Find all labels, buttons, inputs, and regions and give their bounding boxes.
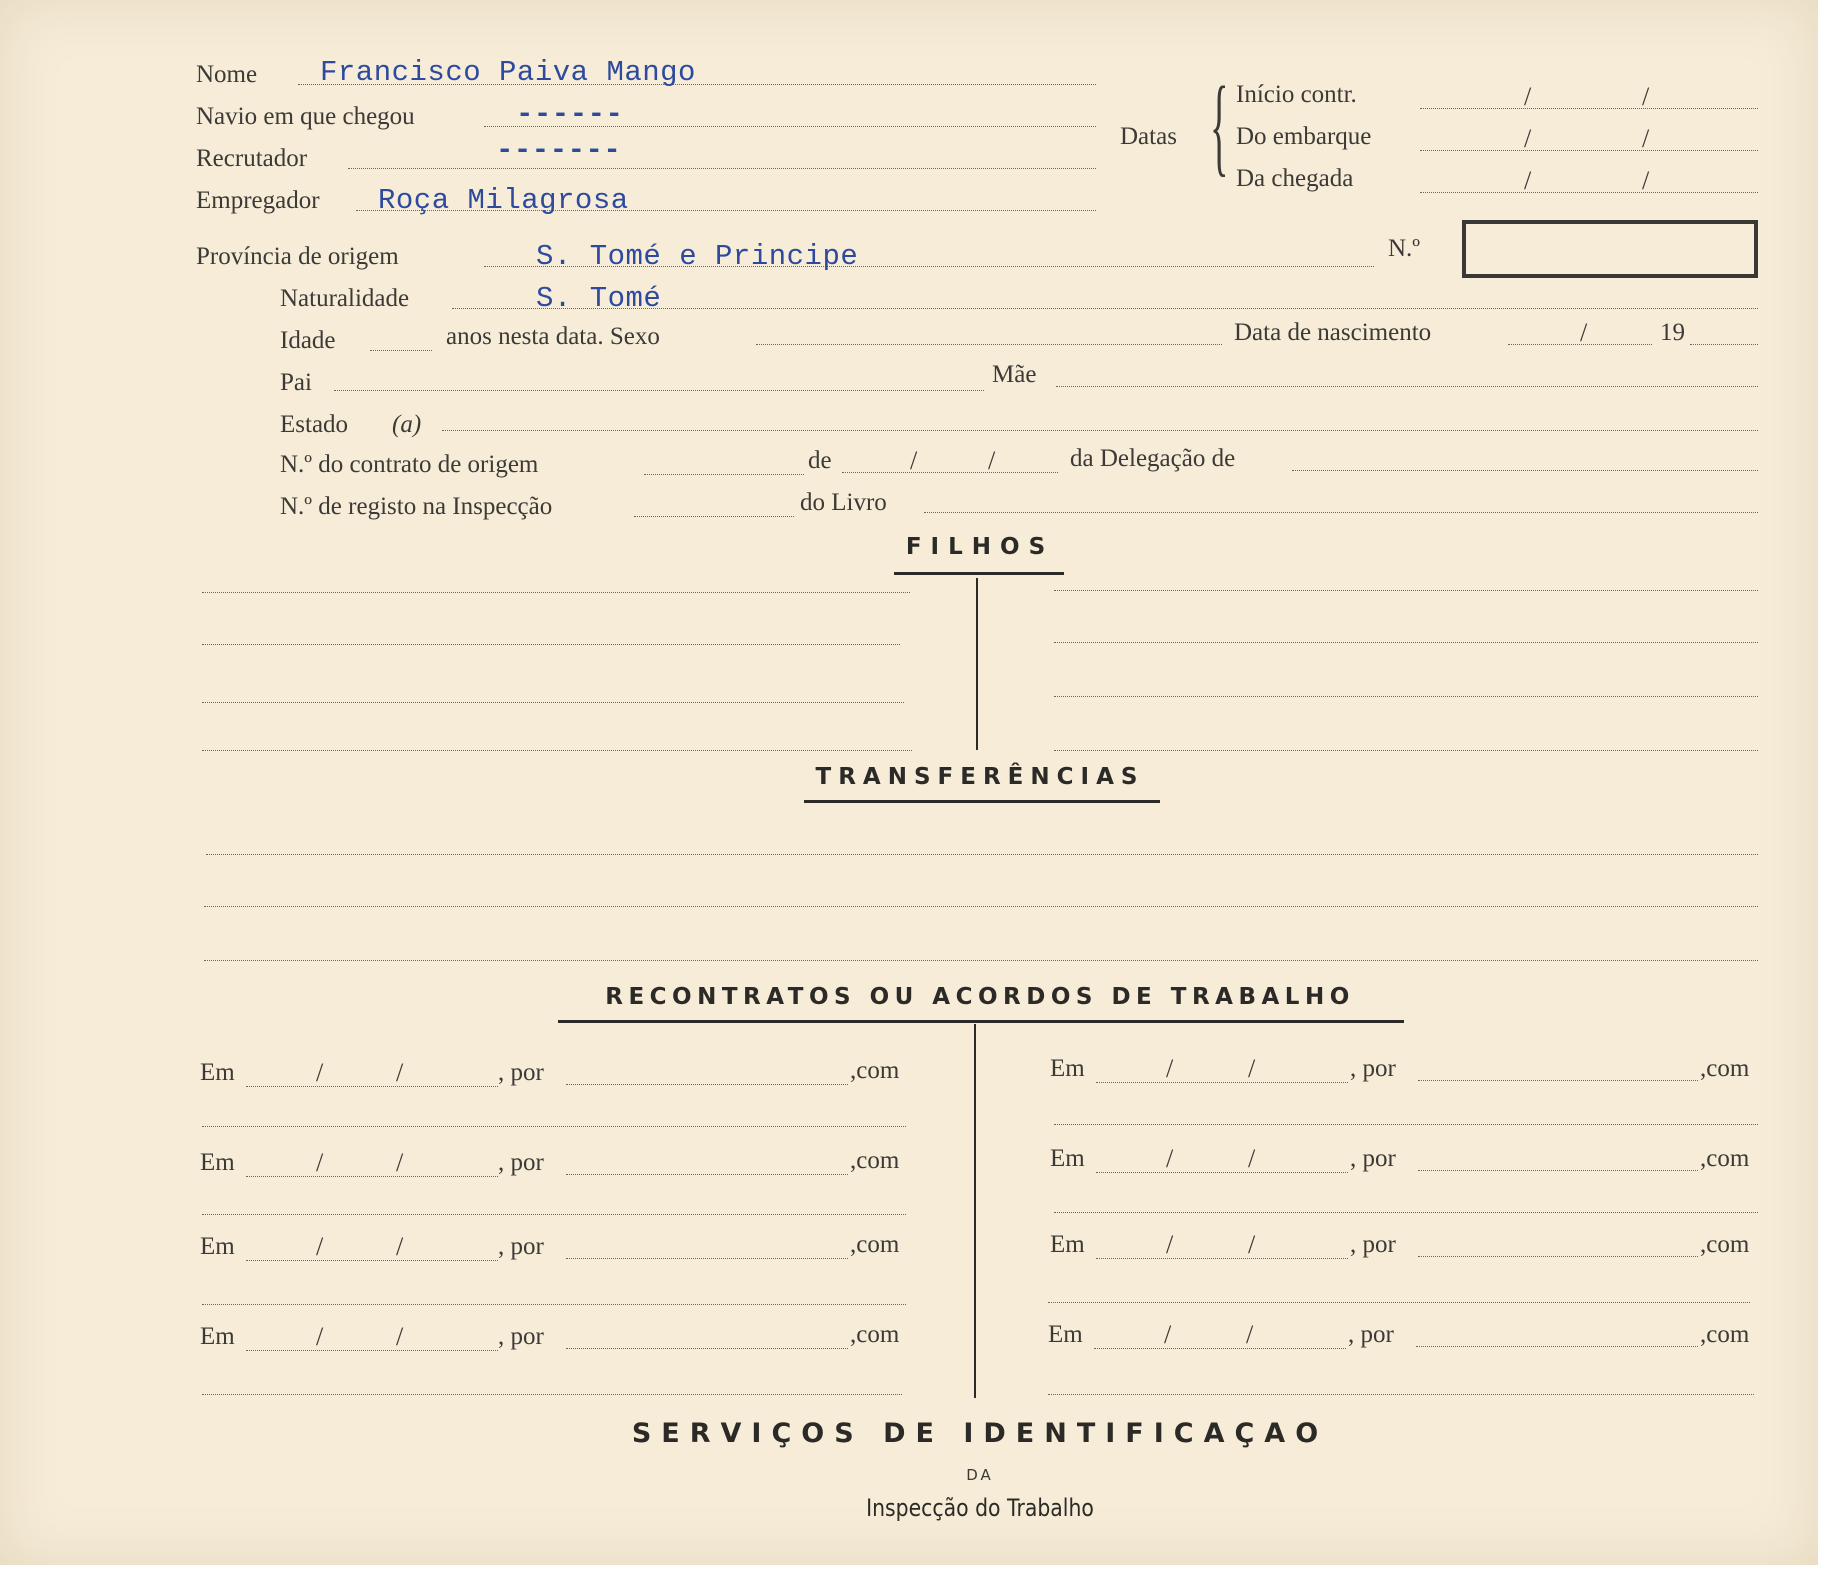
em-date-line	[1094, 1348, 1346, 1349]
por-label: , por	[1350, 1145, 1396, 1172]
nascimento-line-2	[1690, 344, 1758, 345]
chegada-line	[1420, 192, 1758, 193]
navio-label: Navio em que chegou	[196, 103, 415, 130]
contrato-slash-2: /	[988, 446, 996, 475]
por-line	[1418, 1256, 1698, 1257]
naturalidade-label: Naturalidade	[280, 285, 410, 312]
em-date-line	[246, 1260, 498, 1261]
idade-line	[370, 350, 432, 351]
datas-label: Datas	[1120, 123, 1177, 150]
recontrato-detail-line	[1048, 1394, 1754, 1395]
pai-label: Pai	[280, 369, 312, 396]
por-line	[566, 1084, 848, 1085]
estado-line	[442, 430, 1758, 431]
empregador-label: Empregador	[196, 187, 320, 214]
em-slash-2: /	[1248, 1144, 1256, 1173]
recontratos-underline	[558, 1020, 1404, 1023]
recontrato-detail-line	[202, 1214, 906, 1215]
filhos-right-line-3	[1054, 696, 1758, 697]
em-slash-2: /	[396, 1058, 404, 1087]
contrato-label: N.º do contrato de origem	[280, 451, 539, 478]
por-label: , por	[1350, 1055, 1396, 1082]
filhos-heading: FILHOS	[905, 534, 1055, 560]
nascimento-label: Data de nascimento	[1234, 319, 1432, 346]
sexo-line	[756, 344, 1222, 345]
com-label: ,com	[850, 1321, 900, 1348]
recontrato-detail-line	[202, 1394, 902, 1395]
filhos-left-line-4	[202, 750, 912, 751]
por-label: , por	[498, 1233, 544, 1260]
provincia-label: Província de origem	[196, 243, 399, 270]
com-label: ,com	[1700, 1231, 1750, 1258]
footer-subtitle: Inspecção do Trabalho	[866, 1494, 1094, 1522]
recontrato-detail-line	[1054, 1212, 1758, 1213]
por-label: , por	[498, 1059, 544, 1086]
em-label: Em	[200, 1233, 235, 1260]
livro-line	[924, 512, 1758, 513]
em-slash-2: /	[396, 1232, 404, 1261]
por-line	[566, 1174, 848, 1175]
datas-brace: {	[1210, 64, 1229, 186]
filhos-right-line-1	[1054, 590, 1758, 591]
em-slash-1: /	[316, 1058, 324, 1087]
nome-label: Nome	[196, 61, 258, 88]
recrutador-line	[348, 168, 1096, 169]
transferencias-underline	[804, 800, 1160, 803]
numero-box	[1462, 220, 1758, 278]
navio-value: ------	[516, 98, 624, 131]
em-date-line	[1096, 1172, 1348, 1173]
por-label: , por	[1348, 1321, 1394, 1348]
filhos-left-line-2	[202, 644, 900, 645]
mae-line	[1056, 386, 1758, 387]
recontrato-detail-line	[202, 1304, 906, 1305]
embarque-slash-1: /	[1524, 124, 1532, 153]
contrato-date-line	[842, 472, 1058, 473]
contrato-line	[644, 474, 804, 475]
transferencias-line-3	[204, 960, 1758, 961]
em-date-line	[1096, 1082, 1348, 1083]
em-slash-1: /	[1164, 1320, 1172, 1349]
em-label: Em	[1050, 1145, 1085, 1172]
por-line	[1418, 1170, 1698, 1171]
chegada-slash-2: /	[1642, 166, 1650, 195]
com-label: ,com	[850, 1147, 900, 1174]
registo-label: N.º de registo na Inspecção	[280, 493, 553, 520]
embarque-label: Do embarque	[1236, 123, 1372, 150]
mae-label: Mãe	[992, 361, 1037, 388]
em-label: Em	[1050, 1055, 1085, 1082]
embarque-line	[1420, 150, 1758, 151]
em-slash-1: /	[316, 1322, 324, 1351]
registo-line	[634, 516, 794, 517]
recrutador-label: Recrutador	[196, 145, 308, 172]
inicio-slash-1: /	[1524, 82, 1532, 111]
recrutador-value: -------	[496, 134, 622, 167]
filhos-underline	[894, 572, 1064, 575]
filhos-left-line-1	[202, 592, 910, 593]
estado-note: (a)	[392, 411, 422, 438]
em-label: Em	[200, 1059, 235, 1086]
com-label: ,com	[1700, 1145, 1750, 1172]
com-label: ,com	[850, 1057, 900, 1084]
por-line	[566, 1348, 848, 1349]
em-slash-2: /	[1248, 1230, 1256, 1259]
anos-sexo-label: anos nesta data. Sexo	[446, 323, 660, 350]
em-slash-1: /	[1166, 1230, 1174, 1259]
em-date-line	[1096, 1258, 1348, 1259]
pai-line	[334, 390, 984, 391]
em-label: Em	[1048, 1321, 1083, 1348]
inicio-line	[1420, 108, 1758, 109]
chegada-slash-1: /	[1524, 166, 1532, 195]
transferencias-line-1	[206, 854, 1758, 855]
nascimento-year-prefix: 19	[1660, 319, 1685, 346]
filhos-left-line-3	[202, 702, 904, 703]
por-label: , por	[1350, 1231, 1396, 1258]
filhos-divider	[976, 578, 978, 750]
transferencias-line-2	[204, 906, 1758, 907]
por-line	[1418, 1080, 1698, 1081]
em-date-line	[246, 1086, 498, 1087]
por-label: , por	[498, 1323, 544, 1350]
embarque-slash-2: /	[1642, 124, 1650, 153]
em-slash-1: /	[1166, 1054, 1174, 1083]
empregador-value: Roça Milagrosa	[378, 184, 629, 217]
com-label: ,com	[850, 1231, 900, 1258]
provincia-value: S. Tomé e Principe	[536, 240, 859, 273]
por-line	[566, 1258, 848, 1259]
delegacao-label: da Delegação de	[1070, 445, 1236, 472]
footer-title: SERVIÇOS DE IDENTIFICAÇAO	[631, 1418, 1329, 1449]
recontratos-divider	[974, 1024, 976, 1398]
chegada-label: Da chegada	[1236, 165, 1354, 192]
em-slash-1: /	[316, 1148, 324, 1177]
idade-label: Idade	[280, 327, 336, 354]
em-date-line	[246, 1350, 498, 1351]
recontratos-heading: RECONTRATOS OU ACORDOS DE TRABALHO	[605, 984, 1355, 1010]
filhos-right-line-2	[1054, 642, 1758, 643]
em-slash-2: /	[396, 1322, 404, 1351]
em-slash-2: /	[1248, 1054, 1256, 1083]
com-label: ,com	[1700, 1321, 1750, 1348]
recontrato-detail-line	[202, 1126, 906, 1127]
numero-label: N.º	[1388, 235, 1421, 262]
em-label: Em	[1050, 1231, 1085, 1258]
filhos-right-line-4	[1054, 750, 1758, 751]
livro-label: do Livro	[800, 489, 887, 516]
em-slash-2: /	[396, 1148, 404, 1177]
naturalidade-value: S. Tomé	[536, 282, 662, 315]
por-label: , por	[498, 1149, 544, 1176]
delegacao-line	[1292, 470, 1758, 471]
transferencias-heading: TRANSFERÊNCIAS	[815, 764, 1145, 790]
em-label: Em	[200, 1149, 235, 1176]
recontrato-detail-line	[1048, 1302, 1750, 1303]
inicio-slash-2: /	[1642, 82, 1650, 111]
por-line	[1416, 1346, 1698, 1347]
recontrato-detail-line	[1054, 1124, 1758, 1125]
footer-da: DA	[966, 1466, 994, 1484]
em-slash-1: /	[1166, 1144, 1174, 1173]
em-label: Em	[200, 1323, 235, 1350]
em-slash-2: /	[1246, 1320, 1254, 1349]
contrato-slash-1: /	[910, 446, 918, 475]
contrato-de-label: de	[808, 447, 832, 474]
nascimento-slash: /	[1580, 318, 1588, 347]
nome-value: Francisco Paiva Mango	[320, 56, 696, 89]
estado-label: Estado	[280, 411, 349, 438]
em-slash-1: /	[316, 1232, 324, 1261]
em-date-line	[246, 1176, 498, 1177]
inicio-label: Início contr.	[1236, 81, 1357, 108]
com-label: ,com	[1700, 1055, 1750, 1082]
